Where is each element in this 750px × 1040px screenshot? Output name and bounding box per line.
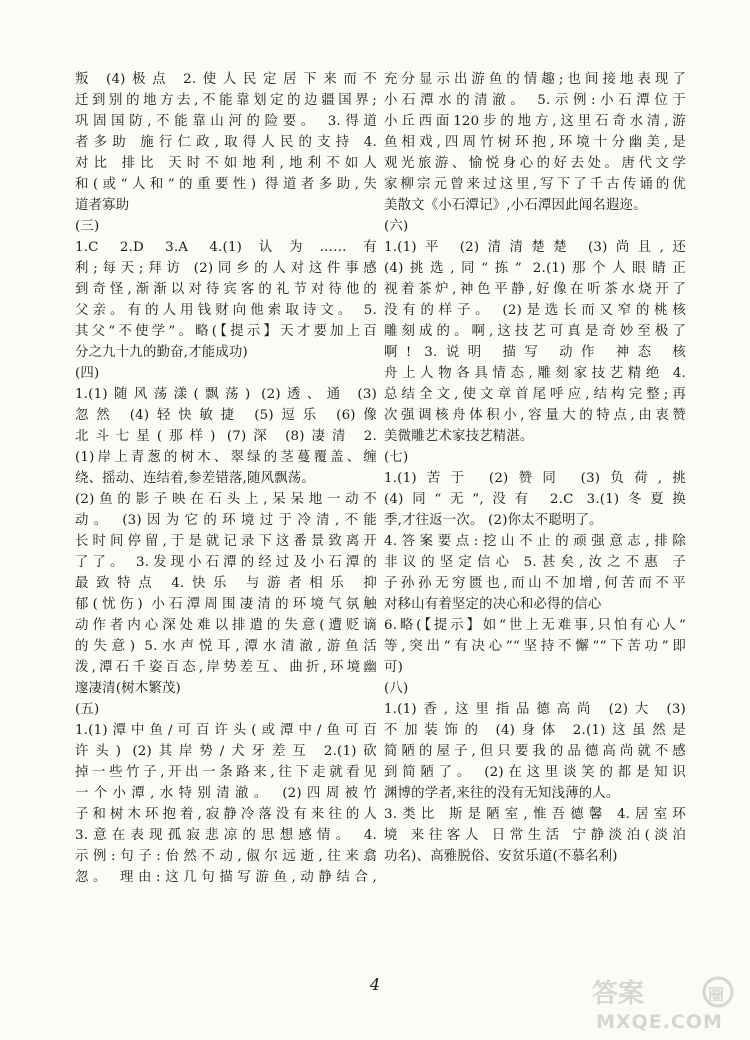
right-text-line: 3.类比 斯是陋室,惟吾德馨 4.居室环 — [384, 807, 686, 822]
left-text-line: 子和树木环抱着,寂静冷落没有来往的人 — [75, 807, 377, 822]
watermark-logo — [590, 972, 740, 1034]
left-text-line: 者多助 施行仁政,取得人民的支持 4. — [75, 135, 377, 150]
left-text-line: 忽。 理由:这几句描写游鱼,动静结合, — [75, 870, 377, 885]
left-text-line: 一个小潭,水特别清澈。 (2)四周被竹 — [75, 786, 377, 801]
left-text-line: 叛 (4)极点 2.使人民定居下来而不 — [75, 72, 377, 87]
left-text-line: 1.C 2.D 3.A 4.(1)认为……有 — [75, 240, 377, 255]
right-text-line: (4)挑选,同“拣” 2.(1)那个人眼睛正 — [384, 261, 686, 276]
right-text-line: 总结全文,使文章首尾呼应,结构完整;再 — [384, 387, 686, 402]
right-text-line: 充分显示出游鱼的情趣;也间接地表现了 — [384, 72, 686, 87]
right-text-line: 等,突出“有决心”“坚持不懈”“下苦功”即 — [384, 639, 686, 654]
right-text-line: 啊! 3.说明 描写 动作 神态 核 — [384, 345, 686, 360]
left-text-line: 示例:句子:佁然不动,俶尔远逝,往来翕 — [75, 849, 377, 864]
left-text-line: (四) — [75, 366, 100, 381]
page-number: 4 — [369, 975, 381, 994]
right-text-line: 非议的坚定信心 5.甚矣,汝之不惠 子 — [384, 555, 686, 570]
left-text-line: 北斗七星(那样) (7)深 (8)凄清 2. — [75, 429, 377, 444]
right-text-line: 小石潭水的清澈。 5.示例:小石潭位于 — [384, 93, 686, 108]
left-text-line: 和(或“人和”的重要性) 得道者多助,失 — [75, 177, 377, 192]
right-text-line: 功名)、高雅脱俗、安贫乐道(不慕名利) — [384, 849, 618, 864]
left-text-line: 泼,潭石千姿百态,岸势差互、曲折,环境幽 — [75, 660, 377, 675]
right-text-line: 对移山有着坚定的决心和必得的信心 — [384, 597, 602, 612]
left-text-line: 动作者内心深处难以排遣的失意(遭贬谪 — [75, 618, 377, 633]
right-text-line: 美散文《小石潭记》,小石潭因此闻名遐迩。 — [384, 198, 647, 213]
left-text-line: 对比 排比 天时不如地利,地利不如人 — [75, 156, 377, 171]
left-text-line: 父亲。有的人用钱财向他索取诗文。 5. — [75, 303, 377, 318]
right-text-line: 1.(1)平 (2)清清楚楚 (3)尚且,还 — [384, 240, 686, 255]
left-text-line: 道者寡助 — [75, 198, 130, 213]
left-text-line: 了了。 3.发现小石潭的经过及小石潭的 — [75, 555, 377, 570]
right-text-line: 可) — [384, 660, 404, 675]
left-text-line: 1.(1)随风荡漾(飘荡) (2)透、通 (3) — [75, 387, 377, 402]
svg-text:答案: 答案 — [592, 979, 645, 1009]
left-text-line: 绕、摇动、连结着,参差错落,随风飘荡。 — [75, 471, 315, 486]
left-text-line: 许头) (2)其岸势/犬牙差互 2.(1)砍 — [75, 744, 377, 759]
right-text-line: 到简陋了。 (2)在这里谈笑的都是知识 — [384, 765, 686, 780]
right-text-line: 没有的样子。 (2)是选长而又窄的桃核 — [384, 303, 686, 318]
right-text-line: 舟上人物各具情态,雕刻家技艺精绝 4. — [384, 366, 686, 381]
left-text-line: 长时间停留,于是就记录下这番景致离开 — [75, 534, 377, 549]
right-text-line: 雕刻成的。啊,这技艺可真是奇妙至极了 — [384, 324, 686, 339]
right-text-line: (八) — [384, 681, 409, 696]
right-text-line: (4)同“无”,没有 2.C 3.(1)冬夏换 — [384, 492, 686, 507]
left-text-line: 3.意在表现孤寂悲凉的思想感情。 4. — [75, 828, 377, 843]
right-text-line: 1.(1)香,这里指品德高尚 (2)大 (3) — [384, 702, 686, 717]
left-text-line: 迁到别的地方去,不能靠划定的边疆国界; — [75, 93, 377, 108]
left-text-line: 动。 (3)因为它的环境过于冷清,不能 — [75, 513, 377, 528]
right-text-line: 1.(1)苦于 (2)赞同 (3)负荷,挑 — [384, 471, 686, 486]
right-text-line: 季,才往返一次。 (2)你太不聪明了。 — [384, 513, 603, 528]
svg-text:MXQE.COM: MXQE.COM — [596, 1011, 723, 1033]
left-text-line: 掉一些竹子,开出一条路来,往下走就看见 — [75, 765, 377, 780]
right-text-line: 不加装饰的 (4)身体 2.(1)这虽然是 — [384, 723, 686, 738]
svg-text:圈: 圈 — [708, 985, 725, 1004]
right-text-line: 美微雕艺术家技艺精湛。 — [384, 429, 534, 444]
left-text-line: 利;每天;拜访 (2)同乡的人对这件事感 — [75, 261, 377, 276]
left-text-line: (2)鱼的影子映在石头上,呆呆地一动不 — [75, 492, 377, 507]
left-text-line: (三) — [75, 219, 100, 234]
right-text-line: 简陋的屋子,但只要我的品德高尚就不感 — [384, 744, 686, 759]
right-text-line: 4.答案要点:挖山不止的顽强意志,排除 — [384, 534, 686, 549]
right-text-line: 家柳宗元曾来过这里,写下了千古传诵的优 — [384, 177, 686, 192]
right-text-line: 境 来往客人 日常生活 宁静淡泊(淡泊 — [384, 828, 686, 843]
left-text-line: 分之九十九的勤奋,才能成功) — [75, 345, 248, 360]
right-column — [384, 70, 686, 868]
left-text-line: 最致特点 4.快乐 与游者相乐 抑 — [75, 576, 377, 591]
left-text-line: 巩固国防,不能靠山河的险要。 3.得道 — [75, 114, 377, 129]
left-text-line: 其父“不使学”。略(【提示】天才要加上百 — [75, 324, 377, 339]
right-text-line: 视着茶炉,神色平静,好像在听茶水烧开了 — [384, 282, 686, 297]
right-text-line: 子孙孙无穷匮也,而山不加增,何苦而不平 — [384, 576, 686, 591]
right-text-line: 次强调核舟体积小,容量大的特点,由衷赞 — [384, 408, 686, 423]
left-text-line: 到奇怪,渐渐以对待宾客的礼节对待他的 — [75, 282, 377, 297]
right-text-line: 6.略(【提示】如“世上无难事,只怕有心人” — [384, 618, 686, 633]
right-text-line: 小丘西面120步的地方,这里石奇水清,游 — [384, 114, 686, 129]
right-text-line: 鱼相戏,四周竹树环抱,环境十分幽美,是 — [384, 135, 686, 150]
left-text-line: 忽然 (4)轻快敏捷 (5)逗乐 (6)像 — [75, 408, 377, 423]
left-text-line: 1.(1)潭中鱼/可百许头(或潭中/鱼可百 — [75, 723, 377, 738]
left-column — [75, 70, 377, 889]
left-text-line: 邃凄清(树木繁茂) — [75, 681, 181, 696]
left-text-line: 郁(忧伤) 小石潭周围凄清的环境气氛触 — [75, 597, 377, 612]
right-text-line: (七) — [384, 450, 409, 465]
left-text-line: (1)岸上青葱的树木、翠绿的茎蔓覆盖、缠 — [75, 450, 377, 465]
right-text-line: (六) — [384, 219, 409, 234]
left-text-line: (五) — [75, 702, 100, 717]
right-text-line: 观光旅游、愉悦身心的好去处。唐代文学 — [384, 156, 686, 171]
right-text-line: 渊博的学者,来往的没有无知浅薄的人。 — [384, 786, 620, 801]
left-text-line: 的失意) 5.水声悦耳,潭水清澈,游鱼活 — [75, 639, 377, 654]
